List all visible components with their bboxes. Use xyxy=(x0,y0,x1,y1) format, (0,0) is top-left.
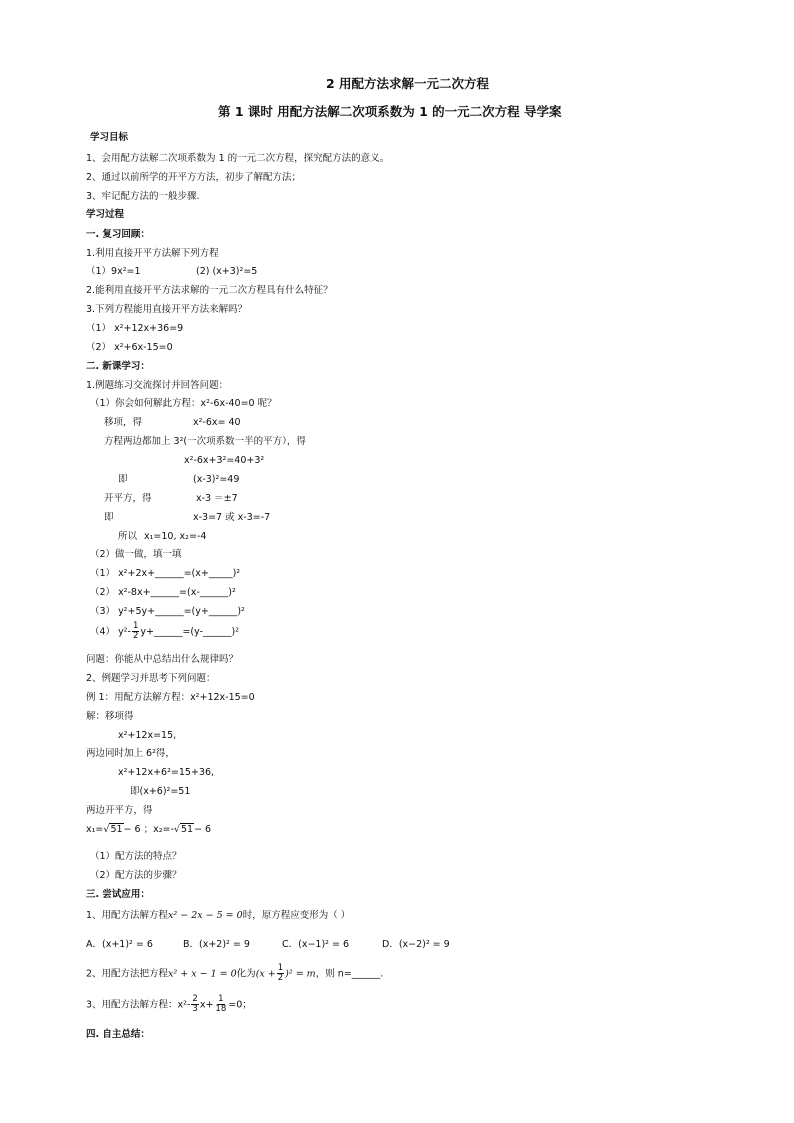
review-q3b: （2） x²+6x-15=0 xyxy=(86,342,173,353)
solution-line-5: 即(x+6)²=51 xyxy=(130,786,191,797)
think-1: （1）配方法的特点？ xyxy=(90,851,182,862)
apply-q2-mid: 化为 xyxy=(236,968,256,980)
solution-line-6: 两边开平方，得 xyxy=(86,805,153,816)
process-heading: 学习过程 xyxy=(86,209,125,220)
example-intro: 2、例题学习并思考下列问题： xyxy=(86,673,216,684)
apply-q2 xyxy=(86,964,383,984)
apply-q3-mid: x+ xyxy=(199,999,214,1011)
option-a: A．(x+1)² = 6 xyxy=(86,939,153,950)
fill-heading: （2）做一做，填一填 xyxy=(90,549,182,560)
apply-q1-lead: 1、用配方法解方程 xyxy=(86,910,169,921)
solution-result xyxy=(86,824,211,835)
step-eq-2: x²-6x+3²=40+3² xyxy=(184,455,265,466)
apply-q2-form-tail: )² = m xyxy=(285,968,316,980)
fill-item-1: （1） x²+2x+______=(x+_____)² xyxy=(90,568,241,579)
review-q1b: (2) (x+3)²=5 xyxy=(196,266,258,277)
apply-q2-lead: 2、用配方法把方程 xyxy=(86,968,169,980)
goal-item-3: 3、牢记配方法的一般步骤. xyxy=(86,191,200,202)
fraction-den: 2 xyxy=(132,631,139,642)
review-heading: 一. 复习回顾： xyxy=(86,229,150,240)
newlesson-heading: 二. 新课学习： xyxy=(86,361,150,372)
think-2: （2）配方法的步骤？ xyxy=(90,870,182,881)
step-line-2: 方程两边都加上 3²(一次项系数一半的平方），得 xyxy=(104,436,306,447)
result-x1-label: x₁= xyxy=(86,824,104,835)
review-q3a: （1） x²+12x+36=9 xyxy=(86,323,184,334)
result-tail: − 6 xyxy=(194,824,212,835)
fraction-half xyxy=(132,622,139,642)
step-label-5: 即 xyxy=(104,512,114,523)
apply-q1 xyxy=(86,910,350,921)
fill-item-2: （2） x²-8x+______=(x-______)² xyxy=(90,587,236,598)
radicand-2: 51 xyxy=(180,824,194,835)
fill-item-4-tail: y+______=(y-______)² xyxy=(140,626,240,638)
apply-q3 xyxy=(86,995,252,1015)
apply-heading: 三. 尝试应用： xyxy=(86,889,150,900)
fraction-den-2: 2 xyxy=(277,973,284,984)
apply-q3-lead: 3、用配方法解方程：x²- xyxy=(86,999,191,1011)
radicand-1: 51 xyxy=(110,824,123,835)
step-label-4: 开平方，得 xyxy=(104,493,152,504)
goals-heading: 学习目标 xyxy=(90,132,129,143)
fraction-den-4: 18 xyxy=(215,1004,227,1015)
apply-q2-form-lead: (x + xyxy=(255,968,276,980)
solution-line-3: 两边同时加上 6²得， xyxy=(86,748,175,759)
result-x2-label: − 6 ；x₂=- xyxy=(123,824,174,835)
sqrt-symbol-2: √51 xyxy=(173,824,194,835)
newlesson-line-1: 1.例题练习交流探讨并回答问题： xyxy=(86,380,229,391)
fill-item-4-lead: （4） y²- xyxy=(90,626,131,638)
fill-item-4 xyxy=(90,622,239,642)
rule-question: 问题：你能从中总结出什么规律吗？ xyxy=(86,654,239,665)
fraction-num: 1 xyxy=(132,621,139,631)
apply-q3-tail: =0； xyxy=(228,999,252,1011)
fraction-two-thirds xyxy=(191,995,198,1015)
option-b: B．(x+2)² = 9 xyxy=(183,939,250,950)
step-eq-3: (x-3)²=49 xyxy=(193,474,240,485)
apply-q1-tail: 时，原方程应变形为（ ） xyxy=(242,910,351,921)
example-1: 例 1：用配方法解方程：x²+12x-15=0 xyxy=(86,692,255,703)
page-subtitle: 第 1 课时 用配方法解二次项系数为 1 的一元二次方程 导学案 xyxy=(218,104,562,119)
solution-line-1: 解：移项得 xyxy=(86,711,134,722)
fraction-den-3: 3 xyxy=(192,1004,198,1015)
step-eq-1: x²-6x= 40 xyxy=(193,417,241,428)
fraction-num-3: 2 xyxy=(192,994,198,1004)
review-q1: 1.利用直接开平方法解下列方程 xyxy=(86,248,219,259)
fraction-one-eighteenth xyxy=(214,995,227,1015)
apply-q2-equation: x² + x − 1 = 0 xyxy=(168,968,237,980)
option-d: D．(x−2)² = 9 xyxy=(382,939,450,950)
fraction-num-4: 1 xyxy=(218,994,224,1004)
goal-item-2: 2、通过以前所学的开平方方法，初步了解配方法； xyxy=(86,172,302,183)
fraction-num-2: 1 xyxy=(277,963,284,973)
apply-q2-tail: ，则 n=______. xyxy=(315,968,384,980)
step-label-1: 移项，得 xyxy=(104,417,143,428)
option-c: C．(x−1)² = 6 xyxy=(282,939,350,950)
solution-line-4: x²+12x+6²=15+36, xyxy=(118,767,215,778)
review-q3: 3.下列方程能用直接开平方法来解吗？ xyxy=(86,304,248,315)
newlesson-line-2: （1）你会如何解此方程：x²-6x-40=0 呢？ xyxy=(90,398,277,409)
apply-q1-equation: x² − 2x − 5 = 0 xyxy=(168,910,243,921)
sqrt-symbol: √51 xyxy=(103,824,123,835)
solution-line-2: x²+12x=15, xyxy=(118,730,177,741)
summary-heading: 四. 自主总结： xyxy=(86,1029,150,1040)
step-eq-6: x₁=10, x₂=-4 xyxy=(144,531,207,542)
step-eq-4: x-3 ＝±7 xyxy=(196,493,238,504)
step-eq-5: x-3=7 或 x-3=-7 xyxy=(193,512,271,523)
fill-item-3: （3） y²+5y+______=(y+______)² xyxy=(90,606,245,617)
fraction-half-2 xyxy=(277,964,284,984)
review-q1a: （1）9x²=1 xyxy=(86,266,141,277)
page-title: 2 用配方法求解一元二次方程 xyxy=(326,76,490,91)
step-label-6: 所以 xyxy=(118,531,138,542)
step-label-3: 即 xyxy=(118,474,128,485)
goal-item-1: 1、会用配方法解二次项系数为 1 的一元二次方程，探究配方法的意义。 xyxy=(86,153,390,164)
review-q2: 2.能利用直接开平方法求解的一元二次方程具有什么特征？ xyxy=(86,285,333,296)
